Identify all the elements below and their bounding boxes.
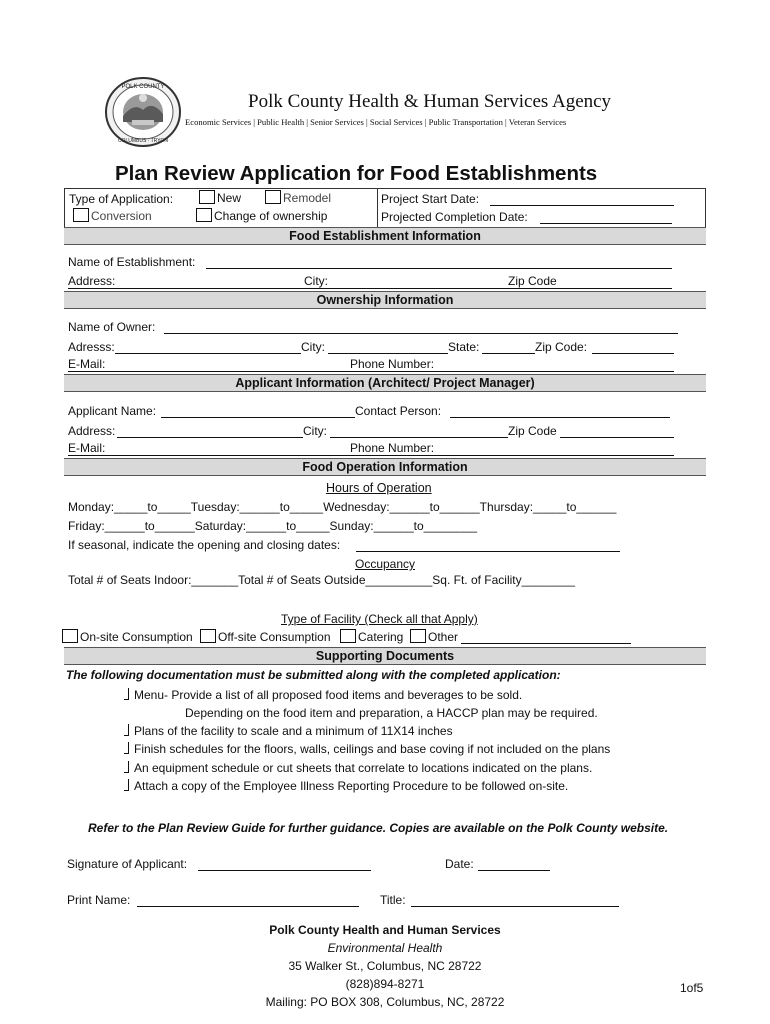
bullet-icon [124,761,129,773]
doc-item-menu: Menu- Provide a list of all proposed food items and beverages to be sold. [134,688,523,702]
remodel-label: Remodel [283,191,332,205]
applicant-address-field[interactable] [117,437,303,438]
occupancy-title: Occupancy [355,557,416,571]
contact-person-field[interactable] [450,417,670,418]
signature-field[interactable] [198,870,371,871]
owner-city-field[interactable] [328,353,448,354]
footer-street: 35 Walker St., Columbus, NC 28722 [288,959,482,973]
section-food-establishment: Food Establishment Information [64,227,706,245]
seasonal-field[interactable] [356,551,620,552]
guidance-note: Refer to the Plan Review Guide for further guidance. Copies are available on the Polk County website. [88,821,669,835]
page-number: 1of5 [680,981,704,995]
section-ownership: Ownership Information [64,291,706,309]
bullet-icon [124,742,129,754]
hours-row-weekend[interactable]: Friday:______to______Saturday:______to_____Sunday:______to________ [68,519,478,533]
applicant-zip-label: Zip Code [508,424,557,438]
conversion-checkbox[interactable] [73,208,152,223]
owner-city-label: City: [301,340,325,354]
bullet-icon [124,779,129,791]
applicant-city-field[interactable] [330,437,508,438]
section-food-operation: Food Operation Information [64,458,706,476]
establishment-address-label: Address: [68,274,116,288]
owner-address-field[interactable] [115,353,301,354]
applicant-zip-field[interactable] [560,437,674,438]
new-checkbox[interactable] [199,190,241,205]
supporting-intro: The following documentation must be submitted along with the completed application: [66,668,561,682]
print-name-field[interactable] [137,906,359,907]
project-start-field[interactable] [490,205,674,206]
catering-label: Catering [358,630,404,644]
owner-phone-label: Phone Number: [350,357,435,371]
agency-services: Economic Services | Public Health | Senior Services | Social Services | Public Transportation | Veteran Services [185,117,567,127]
establishment-city-label: City: [304,274,328,288]
applicant-contact-field[interactable] [68,455,674,456]
owner-state-label: State: [448,340,480,354]
remodel-checkbox[interactable] [265,190,331,205]
date-field[interactable] [478,870,550,871]
doc-item-illness: Attach a copy of the Employee Illness Reporting Procedure to be followed on-site. [134,779,569,793]
applicant-phone-label: Phone Number: [350,441,435,455]
establishment-name-label: Name of Establishment: [68,255,196,269]
conversion-label: Conversion [91,209,152,223]
applicant-name-field[interactable] [161,417,355,418]
hours-title: Hours of Operation [326,481,432,495]
completion-date-label: Projected Completion Date: [381,210,528,224]
applicant-email-label: E-Mail: [68,441,106,455]
title-field[interactable] [411,906,619,907]
owner-state-field[interactable] [482,353,535,354]
applicant-name-label: Applicant Name: [68,404,157,418]
new-label: New [217,191,242,205]
footer-dept: Environmental Health [327,941,443,955]
svg-text:POLK COUNTY: POLK COUNTY [121,84,165,90]
establishment-zip-label: Zip Code [508,274,557,288]
owner-contact-field[interactable] [68,371,674,372]
page-title: Plan Review Application for Food Establishments [115,162,598,185]
project-start-label: Project Start Date: [381,192,480,206]
contact-person-label: Contact Person: [355,404,442,418]
county-seal-logo [104,76,182,148]
footer-org: Polk County Health and Human Services [269,923,501,937]
doc-item-plans: Plans of the facility to scale and a minimum of 11X14 inches [134,724,453,738]
footer-phone: (828)894-8271 [345,977,425,991]
doc-item-equipment: An equipment schedule or cut sheets that correlate to locations indicated on the plans. [134,761,593,775]
application-divider [377,188,378,228]
agency-name: Polk County Health & Human Services Agency [248,91,612,112]
onsite-label: On-site Consumption [80,630,193,644]
doc-item-finish: Finish schedules for the floors, walls, ceilings and base coving if not included on the plans [134,742,611,756]
hours-row-weekdays[interactable]: Monday:_____to_____Tuesday:______to_____Wednesday:______to______Thursday:_____to______ [68,500,617,514]
owner-email-label: E-Mail: [68,357,106,371]
signature-label: Signature of Applicant: [67,857,188,871]
section-applicant: Applicant Information (Architect/ Project Manager) [64,374,706,392]
applicant-address-label: Address: [68,424,116,438]
svg-text:COLUMBUS · TRYON: COLUMBUS · TRYON [117,138,169,144]
other-label: Other [428,630,459,644]
change-ownership-label: Change of ownership [214,209,328,223]
establishment-name-field[interactable] [206,268,672,269]
title-label: Title: [380,893,406,907]
seasonal-label: If seasonal, indicate the opening and closing dates: [68,538,341,552]
bullet-icon [124,688,129,700]
owner-address-label: Adresss: [68,340,115,354]
type-of-application-label: Type of Application: [69,192,174,206]
catering-checkbox[interactable] [340,629,403,644]
footer-mailing: Mailing: PO BOX 308, Columbus, NC, 28722 [265,995,505,1009]
owner-zip-label: Zip Code: [535,340,588,354]
applicant-city-label: City: [303,424,327,438]
offsite-checkbox[interactable] [200,629,331,644]
section-supporting-documents: Supporting Documents [64,647,706,665]
occupancy-row[interactable]: Total # of Seats Indoor:_______Total # of Seats Outside__________Sq. Ft. of Facility________ [68,573,576,587]
print-name-label: Print Name: [67,893,131,907]
other-checkbox[interactable] [410,629,458,644]
date-label: Date: [445,857,474,871]
change-ownership-checkbox[interactable] [196,208,327,223]
completion-date-field[interactable] [540,223,672,224]
owner-zip-field[interactable] [592,353,674,354]
facility-type-title: Type of Facility (Check all that Apply) [281,612,478,626]
owner-name-field[interactable] [164,333,678,334]
establishment-address-field[interactable] [68,288,672,289]
onsite-checkbox[interactable] [62,629,193,644]
owner-name-label: Name of Owner: [68,320,156,334]
other-field[interactable] [461,643,631,644]
doc-item-menu-note: Depending on the food item and preparation, a HACCP plan may be required. [185,706,598,720]
bullet-icon [124,724,129,736]
offsite-label: Off-site Consumption [218,630,331,644]
